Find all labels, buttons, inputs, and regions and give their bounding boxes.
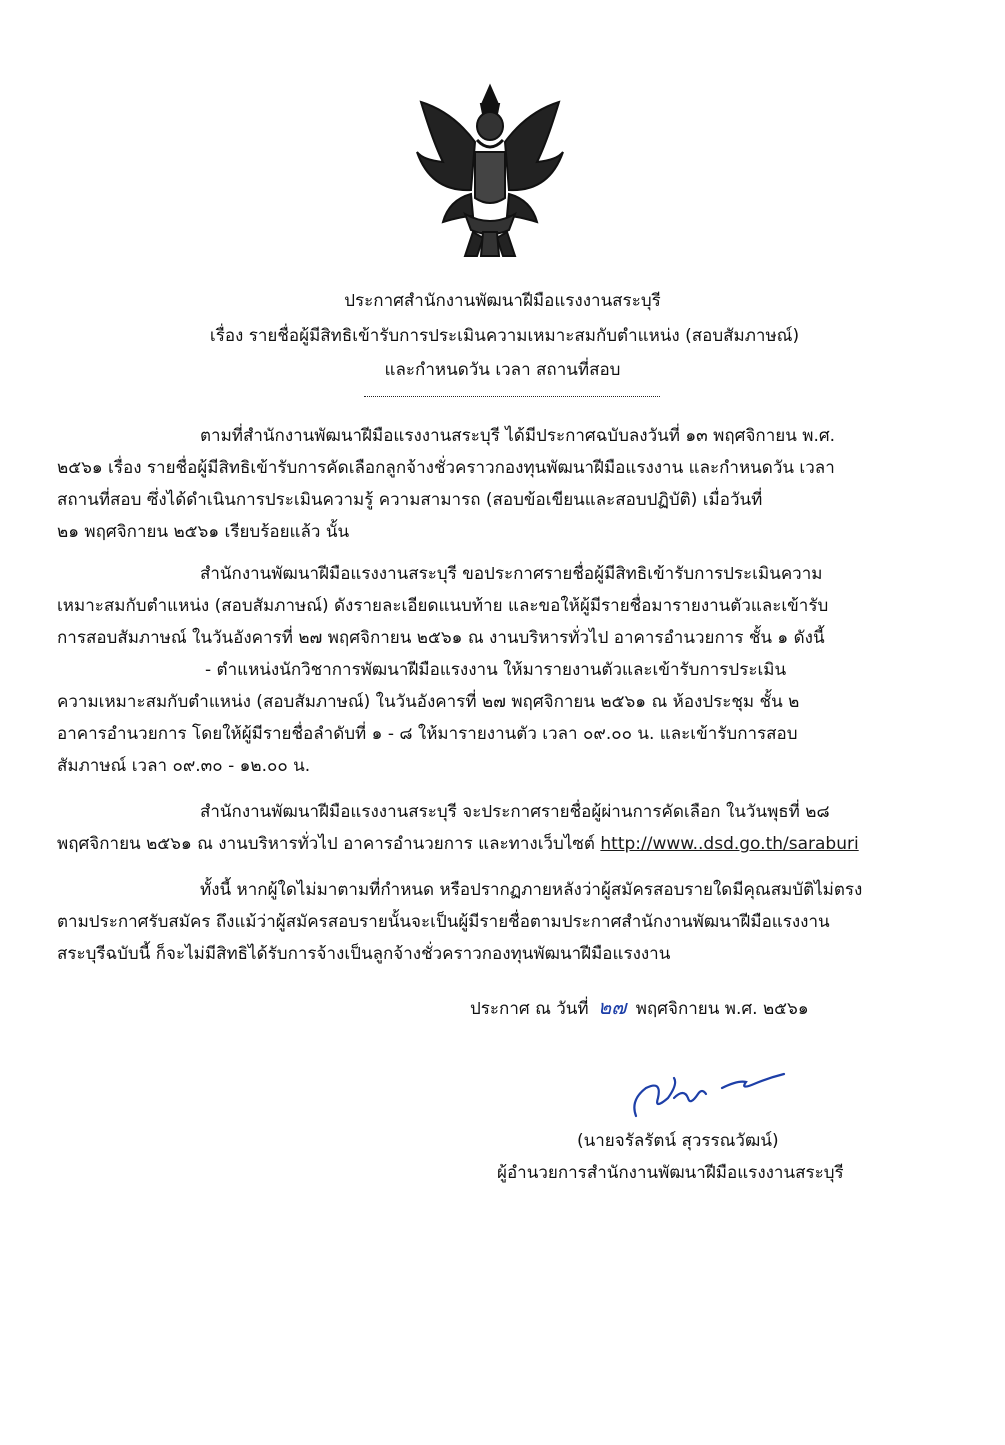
paragraph-4-line-2: ตามประกาศรับสมัคร ถึงแม้ว่าผู้สมัครสอบรายนั้นจะเป็นผู้มีรายชื่อตามประกาศสำนักงานพัฒนาฝีมือแรงงาน: [57, 912, 830, 932]
paragraph-1-line-1: ตามที่สำนักงานพัฒนาฝีมือแรงงานสระบุรี ได้มีประกาศฉบับลงวันที่ ๑๓ พฤศจิกายน พ.ศ.: [200, 426, 836, 446]
paragraph-2-line-7: สัมภาษณ์ เวลา ๐๙.๓๐ - ๑๒.๐๐ น.: [57, 756, 311, 776]
paragraph-4-line-1: ทั้งนี้ หากผู้ใดไม่มาตามที่กำหนด หรือปรากฏภายหลังว่าผู้สมัครสอบรายใดมีคุณสมบัติไม่ตรง: [200, 880, 863, 900]
paragraph-2-line-6: อาคารอำนวยการ โดยให้ผู้มีรายชื่อลำดับที่ ๑ - ๘ ให้มารายงานตัว เวลา ๐๙.๐๐ น. และเข้ารับการสอบ: [57, 724, 798, 744]
title-divider: [364, 396, 660, 397]
announcement-title: ประกาศสำนักงานพัฒนาฝีมือแรงงานสระบุรี: [344, 291, 661, 311]
paragraph-1-line-2: ๒๕๖๑ เรื่อง รายชื่อผู้มีสิทธิเข้ารับการคัดเลือกลูกจ้างชั่วคราวกองทุนพัฒนาฝีมือแรงงาน และกำหนดวัน เวลา: [57, 458, 835, 478]
paragraph-3-text: พฤศจิกายน ๒๕๖๑ ณ งานบริหารทั่วไป อาคารอำนวยการ และทางเว็บไซต์: [57, 834, 595, 854]
paragraph-2-line-4: - ตำแหน่งนักวิชาการพัฒนาฝีมือแรงงาน ให้มารายงานตัวและเข้ารับการประเมิน: [205, 660, 787, 680]
date-day-handwritten: ๒๗: [598, 995, 627, 1019]
paragraph-2-line-2: เหมาะสมกับตำแหน่ง (สอบสัมภาษณ์) ดังรายละเอียดแนบท้าย และขอให้ผู้มีรายชื่อมารายงานตัวและเข้ารับ: [57, 596, 829, 616]
announcement-subject-line2: และกำหนดวัน เวลา สถานที่สอบ: [384, 360, 621, 380]
announcement-subject: เรื่อง รายชื่อผู้มีสิทธิเข้ารับการประเมินความเหมาะสมกับตำแหน่ง (สอบสัมภาษณ์): [209, 326, 800, 346]
signer-title: ผู้อำนวยการสำนักงานพัฒนาฝีมือแรงงานสระบุรี: [497, 1163, 844, 1183]
paragraph-3-line-2: [57, 833, 859, 855]
signer-name: (นายจรัลรัตน์ สุวรรณวัฒน์): [577, 1131, 779, 1151]
garuda-emblem-icon: [413, 82, 567, 260]
announcement-date: [470, 996, 809, 1020]
date-rest: พฤศจิกายน พ.ศ. ๒๕๖๑: [635, 999, 809, 1019]
paragraph-1-line-3: สถานที่สอบ ซึ่งได้ดำเนินการประเมินความรู้ ความสามารถ (สอบข้อเขียนและสอบปฏิบัติ) เมื่อวันที่: [57, 490, 763, 510]
paragraph-2-line-1: สำนักงานพัฒนาฝีมือแรงงานสระบุรี ขอประกาศรายชื่อผู้มีสิทธิเข้ารับการประเมินความ: [200, 564, 823, 584]
date-prefix: ประกาศ ณ วันที่: [470, 999, 589, 1019]
paragraph-2-line-5: ความเหมาะสมกับตำแหน่ง (สอบสัมภาษณ์) ในวันอังคารที่ ๒๗ พฤศจิกายน ๒๕๖๑ ณ ห้องประชุม ชั้น ๒: [57, 692, 800, 712]
paragraph-1-line-4: ๒๑ พฤศจิกายน ๒๕๖๑ เรียบร้อยแล้ว นั้น: [57, 522, 350, 542]
signature-icon: [628, 1058, 788, 1128]
paragraph-3-line-1: สำนักงานพัฒนาฝีมือแรงงานสระบุรี จะประกาศรายชื่อผู้ผ่านการคัดเลือก ในวันพุธที่ ๒๘: [200, 802, 830, 822]
paragraph-4-line-3: สระบุรีฉบับนี้ ก็จะไม่มีสิทธิได้รับการจ้างเป็นลูกจ้างชั่วคราวกองทุนพัฒนาฝีมือแรงงาน: [57, 944, 671, 964]
website-link[interactable]: http://www..dsd.go.th/saraburi: [600, 834, 859, 854]
paragraph-2-line-3: การสอบสัมภาษณ์ ในวันอังคารที่ ๒๗ พฤศจิกายน ๒๕๖๑ ณ งานบริหารทั่วไป อาคารอำนวยการ ชั้น ๑ ดังนี้: [57, 628, 825, 648]
